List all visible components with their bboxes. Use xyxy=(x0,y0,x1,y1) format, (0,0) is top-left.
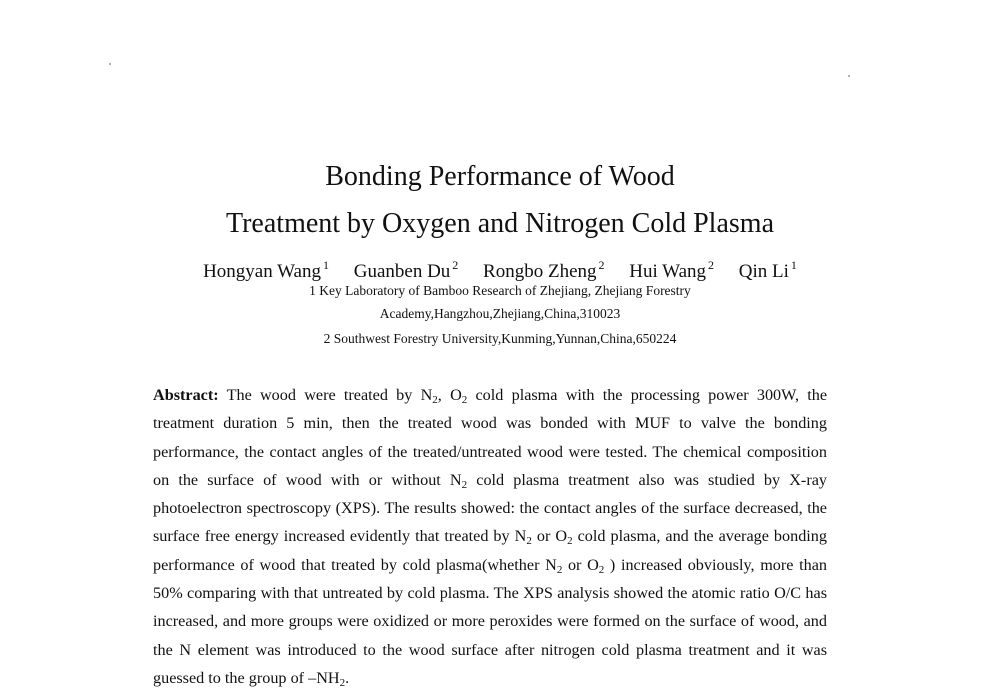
paper-title-line-2: Treatment by Oxygen and Nitrogen Cold Plasma xyxy=(225,208,774,239)
affiliation-1-line-2: Academy,Hangzhou,Zhejiang,China,310023 xyxy=(379,306,621,321)
author: Hui Wang $^2$ xyxy=(629,258,715,282)
author: Qin Li $^1$ xyxy=(738,258,797,282)
scan-speck-left xyxy=(109,63,111,65)
abstract-paragraph: Abstract: The wood were treated by $N_2$, $O_2$ cold plasma with the processing power 300W, the treatment duration 5 min, then the treated wood was bonded with MUF to valve the bonding performance, the contact angles of the treated/untreated wood were tested. The chemical composition on the surface of wood with or without $N_2$ cold plasma treatment also was studied by X-ray photoelectron spectroscopy (XPS). The results showed: the contact angles of the surface decreased, the surface free energy increased evidently that treated by $N_2$ or $O_2$ cold plasma, and the average bonding performance of wood that treated by cold plasma(whether $N_2$ or $O_2$ ) increased obviously, more than 50% comparing with that untreated by cold plasma. The XPS analysis showed the atomic ratio O/C has increased, and more groups were oxidized or more peroxides were formed on the surface of wood, and the N element was introduced to the wood surface after nitrogen cold plasma treatment and it was guessed to the group of $-NH_2$. xyxy=(153,386,828,689)
affiliation-2: 2 Southwest Forestry University,Kunming,Yunnan,China,650224 xyxy=(323,331,677,346)
author: Rongbo Zheng $^2$ xyxy=(483,258,605,282)
abstract-label: Abstract: xyxy=(153,386,219,404)
author: Hongyan Wang $^1$ xyxy=(203,258,329,282)
affiliation-1-line-1: 1 Key Laboratory of Bamboo Research of Zhejiang, Zhejiang Forestry xyxy=(309,283,691,298)
paper-title-line-1: Bonding Performance of Wood xyxy=(325,161,675,192)
abstract xyxy=(153,381,827,692)
scan-speck-right xyxy=(848,75,850,77)
author-list xyxy=(0,252,1000,285)
author: Guanben Du $^2$ xyxy=(353,258,459,282)
